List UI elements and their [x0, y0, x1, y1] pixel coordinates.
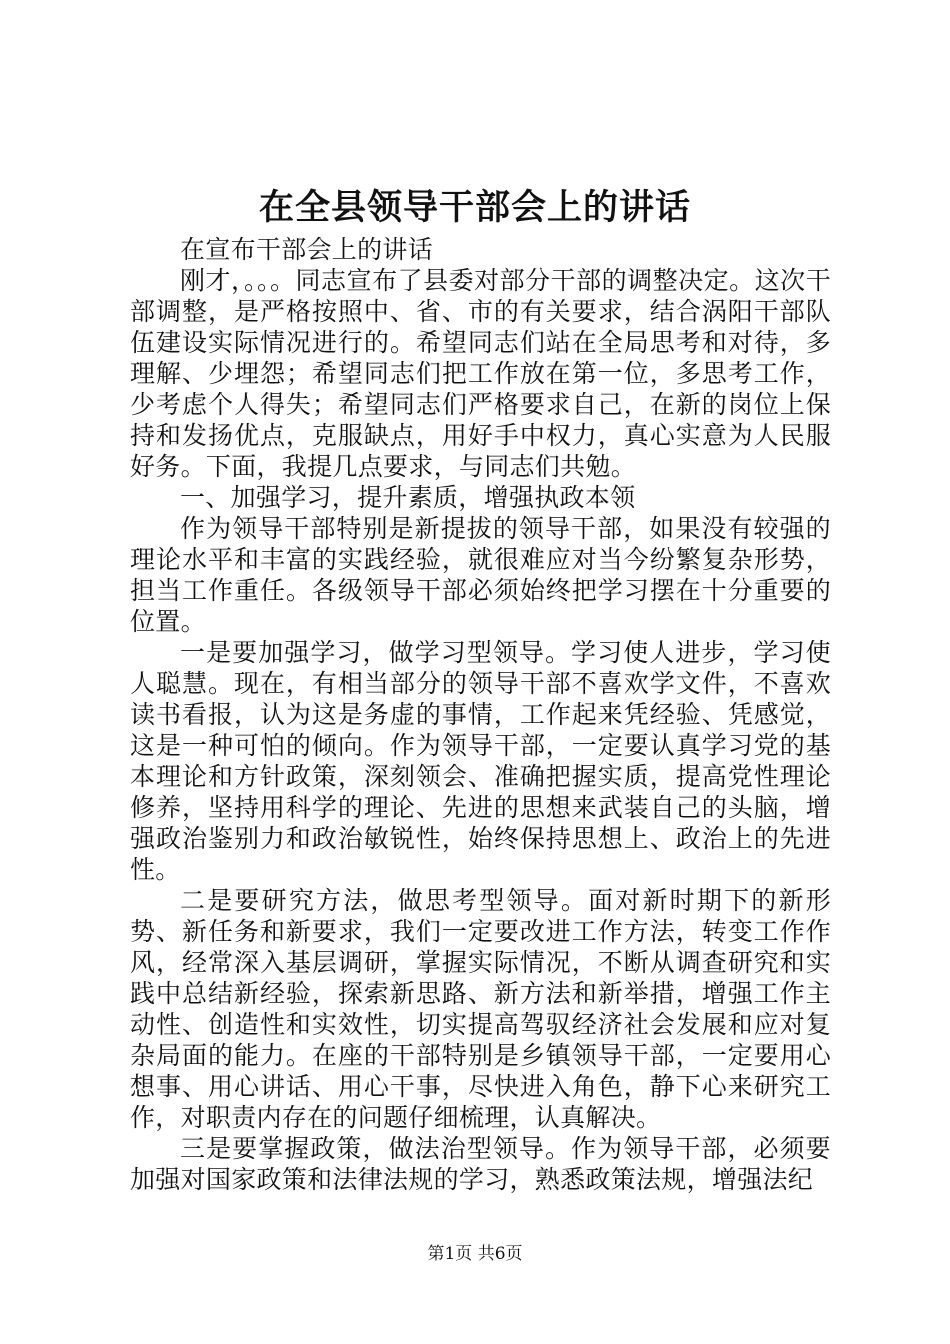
page-footer: 第1页 共6页 — [427, 1244, 523, 1264]
paragraph-section-1-intro: 作为领导干部特别是新提拔的领导干部，如果没有较强的理论水平和丰富的实践经验，就很难应对当今纷繁复杂形势，担当工作重任。各级领导干部必须始终把学习摆在十分重要的位置。 — [130, 514, 831, 636]
document-body — [130, 234, 831, 1195]
paragraph-intro: 刚才，。。。同志宣布了县委对部分干部的调整决定。这次干部调整，是严格按照中、省、市的有关要求，结合涡阳干部队伍建设实际情况进行的。希望同志们站在全局思考和对待，多理解、少埋怨；希望同志们把工作放在第一位，多思考工作，少考虑个人得失；希望同志们严格要求自己，在新的岗位上保持和发扬优点，克服缺点，用好手中权力，真心实意为人民服好务。下面，我提几点要求，与同志们共勉。 — [130, 266, 831, 481]
paragraph-point-2: 二是要研究方法，做思考型领导。面对新时期下的新形势、新任务和新要求，我们一定要改进工作方法，转变工作作风，经常深入基层调研，掌握实际情况，不断从调查研究和实践中总结新经验，探索新思路、新方法和新举措，增强工作主动性、创造性和实效性，切实提高驾驭经济社会发展和应对复杂局面的能力。在座的干部特别是乡镇领导干部，一定要用心想事、用心讲话、用心干事，尽快进入角色，静下心来研究工作，对职责内存在的问题仔细梳理，认真解决。 — [130, 886, 831, 1132]
paragraph-point-3: 三是要掌握政策，做法治型领导。作为领导干部，必须要加强对国家政策和法律法规的学习，熟悉政策法规，增强法纪 — [130, 1134, 831, 1194]
section-heading-1: 一、加强学习，提升素质，增强执政本领 — [180, 483, 636, 512]
paragraph-subtitle: 在宣布干部会上的讲话 — [180, 235, 434, 264]
document-title: 在全县领导干部会上的讲话 — [258, 187, 691, 228]
paragraph-point-1: 一是要加强学习，做学习型领导。学习使人进步，学习使人聪慧。现在，有相当部分的领导干部不喜欢学文件，不喜欢读书看报，认为这是务虚的事情，工作起来凭经验、凭感觉，这是一种可怕的倾向。作为领导干部，一定要认真学习党的基本理论和方针政策，深刻领会、准确把握实质，提高党性理论修养，坚持用科学的理论、先进的思想来武装自己的头脑，增强政治鉴别力和政治敏锐性，始终保持思想上、政治上的先进性。 — [130, 638, 831, 884]
